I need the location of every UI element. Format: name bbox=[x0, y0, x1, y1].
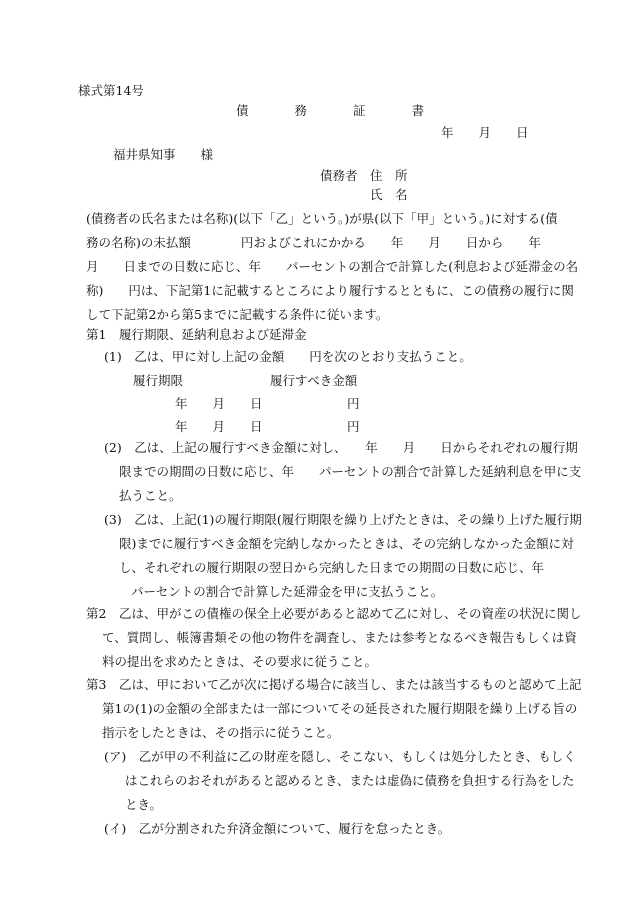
intro-line: して下記第2から第5までに記載する条件に従います。 bbox=[86, 307, 389, 322]
form-number: 様式第14号 bbox=[78, 83, 144, 98]
section-2: 第2 乙は、甲がこの債権の保全上必要があると認めて乙に対し、その資産の状況に関し bbox=[86, 606, 582, 621]
schedule-row-amount: 円 bbox=[347, 419, 360, 434]
schedule-header-deadline: 履行期限 bbox=[133, 373, 184, 388]
schedule-row-date: 年 月 日 bbox=[175, 396, 263, 411]
section-1-item-3: (3) 乙は、上記(1)の履行期限(履行期限を繰り上げたときは、その繰り上げた履行期 bbox=[104, 512, 582, 527]
section-3-item-a: はこれらのおそれがあると認めるとき、または虚偽に債務を負担する行為をした bbox=[125, 773, 575, 788]
section-3: 指示をしたときは、その指示に従うこと。 bbox=[102, 725, 340, 740]
document-title bbox=[236, 103, 470, 119]
section-1-item-1: (1) 乙は、甲に対し上記の金額 円を次のとおり支払うこと。 bbox=[104, 349, 472, 364]
section-1-item-3: し、それぞれの履行期限の翌日から完納した日までの期間の日数に応じ、年 bbox=[119, 560, 545, 575]
intro-line: 務の名称)の未払額 円およびこれにかかる 年 月 日から 年 bbox=[86, 235, 541, 250]
section-1-item-2: (2) 乙は、上記の履行すべき金額に対し、 年 月 日からそれぞれの履行期 bbox=[104, 440, 578, 455]
schedule-row-amount: 円 bbox=[347, 396, 360, 411]
section-3-item-b: (イ) 乙が分割された弁済金額について、履行を怠ったとき。 bbox=[104, 821, 451, 836]
section-1-item-2: 限までの期間の日数に応じ、年 パーセントの割合で計算した延納利息を甲に支 bbox=[119, 464, 582, 479]
title-char: 債 bbox=[236, 103, 249, 118]
date-line: 年 月 日 bbox=[441, 125, 529, 140]
section-3: 第1の(1)の金額の全部または一部についてその延長された履行期限を繰り上げる旨の bbox=[102, 701, 578, 716]
intro-line: (債務者の氏名または名称)(以下「乙」という。)が県(以下「甲」という。)に対する(債 bbox=[86, 211, 558, 226]
section-1-item-3: パーセントの割合で計算した延滞金を甲に支払うこと。 bbox=[131, 584, 444, 599]
title-char: 書 bbox=[411, 103, 425, 118]
schedule-row-date: 年 月 日 bbox=[175, 419, 263, 434]
debtor-name-label: 氏 名 bbox=[370, 187, 408, 202]
debtor-label: 債務者 bbox=[320, 168, 358, 183]
intro-line: 月 日までの日数に応じ、年 パーセントの割合で計算した(利息および延滞金の名 bbox=[86, 259, 579, 274]
title-char: 務 bbox=[294, 103, 308, 118]
section-1-item-3: 限)までに履行すべき金額を完納しなかったときは、その完納しなかった金額に対 bbox=[119, 536, 574, 551]
section-2: て、質問し、帳簿書類その他の物件を調査し、または参考となるべき報告もしくは資 bbox=[102, 630, 577, 645]
section-2: 料の提出を求めたときは、その要求に従うこと。 bbox=[102, 654, 378, 669]
section-1-item-2: 払うこと。 bbox=[119, 488, 182, 503]
debtor-address-label: 住 所 bbox=[370, 168, 408, 183]
title-char: 証 bbox=[353, 103, 366, 118]
intro-line: 称) 円は、下記第1に記載するところにより履行するとともに、この債務の履行に関 bbox=[86, 283, 574, 298]
schedule-header-amount: 履行すべき金額 bbox=[270, 373, 358, 388]
section-3-item-a: とき。 bbox=[125, 797, 163, 812]
addressee: 福井県知事 様 bbox=[113, 147, 214, 162]
section-3: 第3 乙は、甲において乙が次に掲げる場合に該当し、または該当するものと認めて上記 bbox=[86, 677, 582, 692]
section-3-item-a: (ア) 乙が甲の不利益に乙の財産を隠し、そこない、もしくは処分したとき、もしく bbox=[104, 749, 576, 764]
section-1-heading: 第1 履行期限、延納利息および延滞金 bbox=[86, 327, 307, 342]
